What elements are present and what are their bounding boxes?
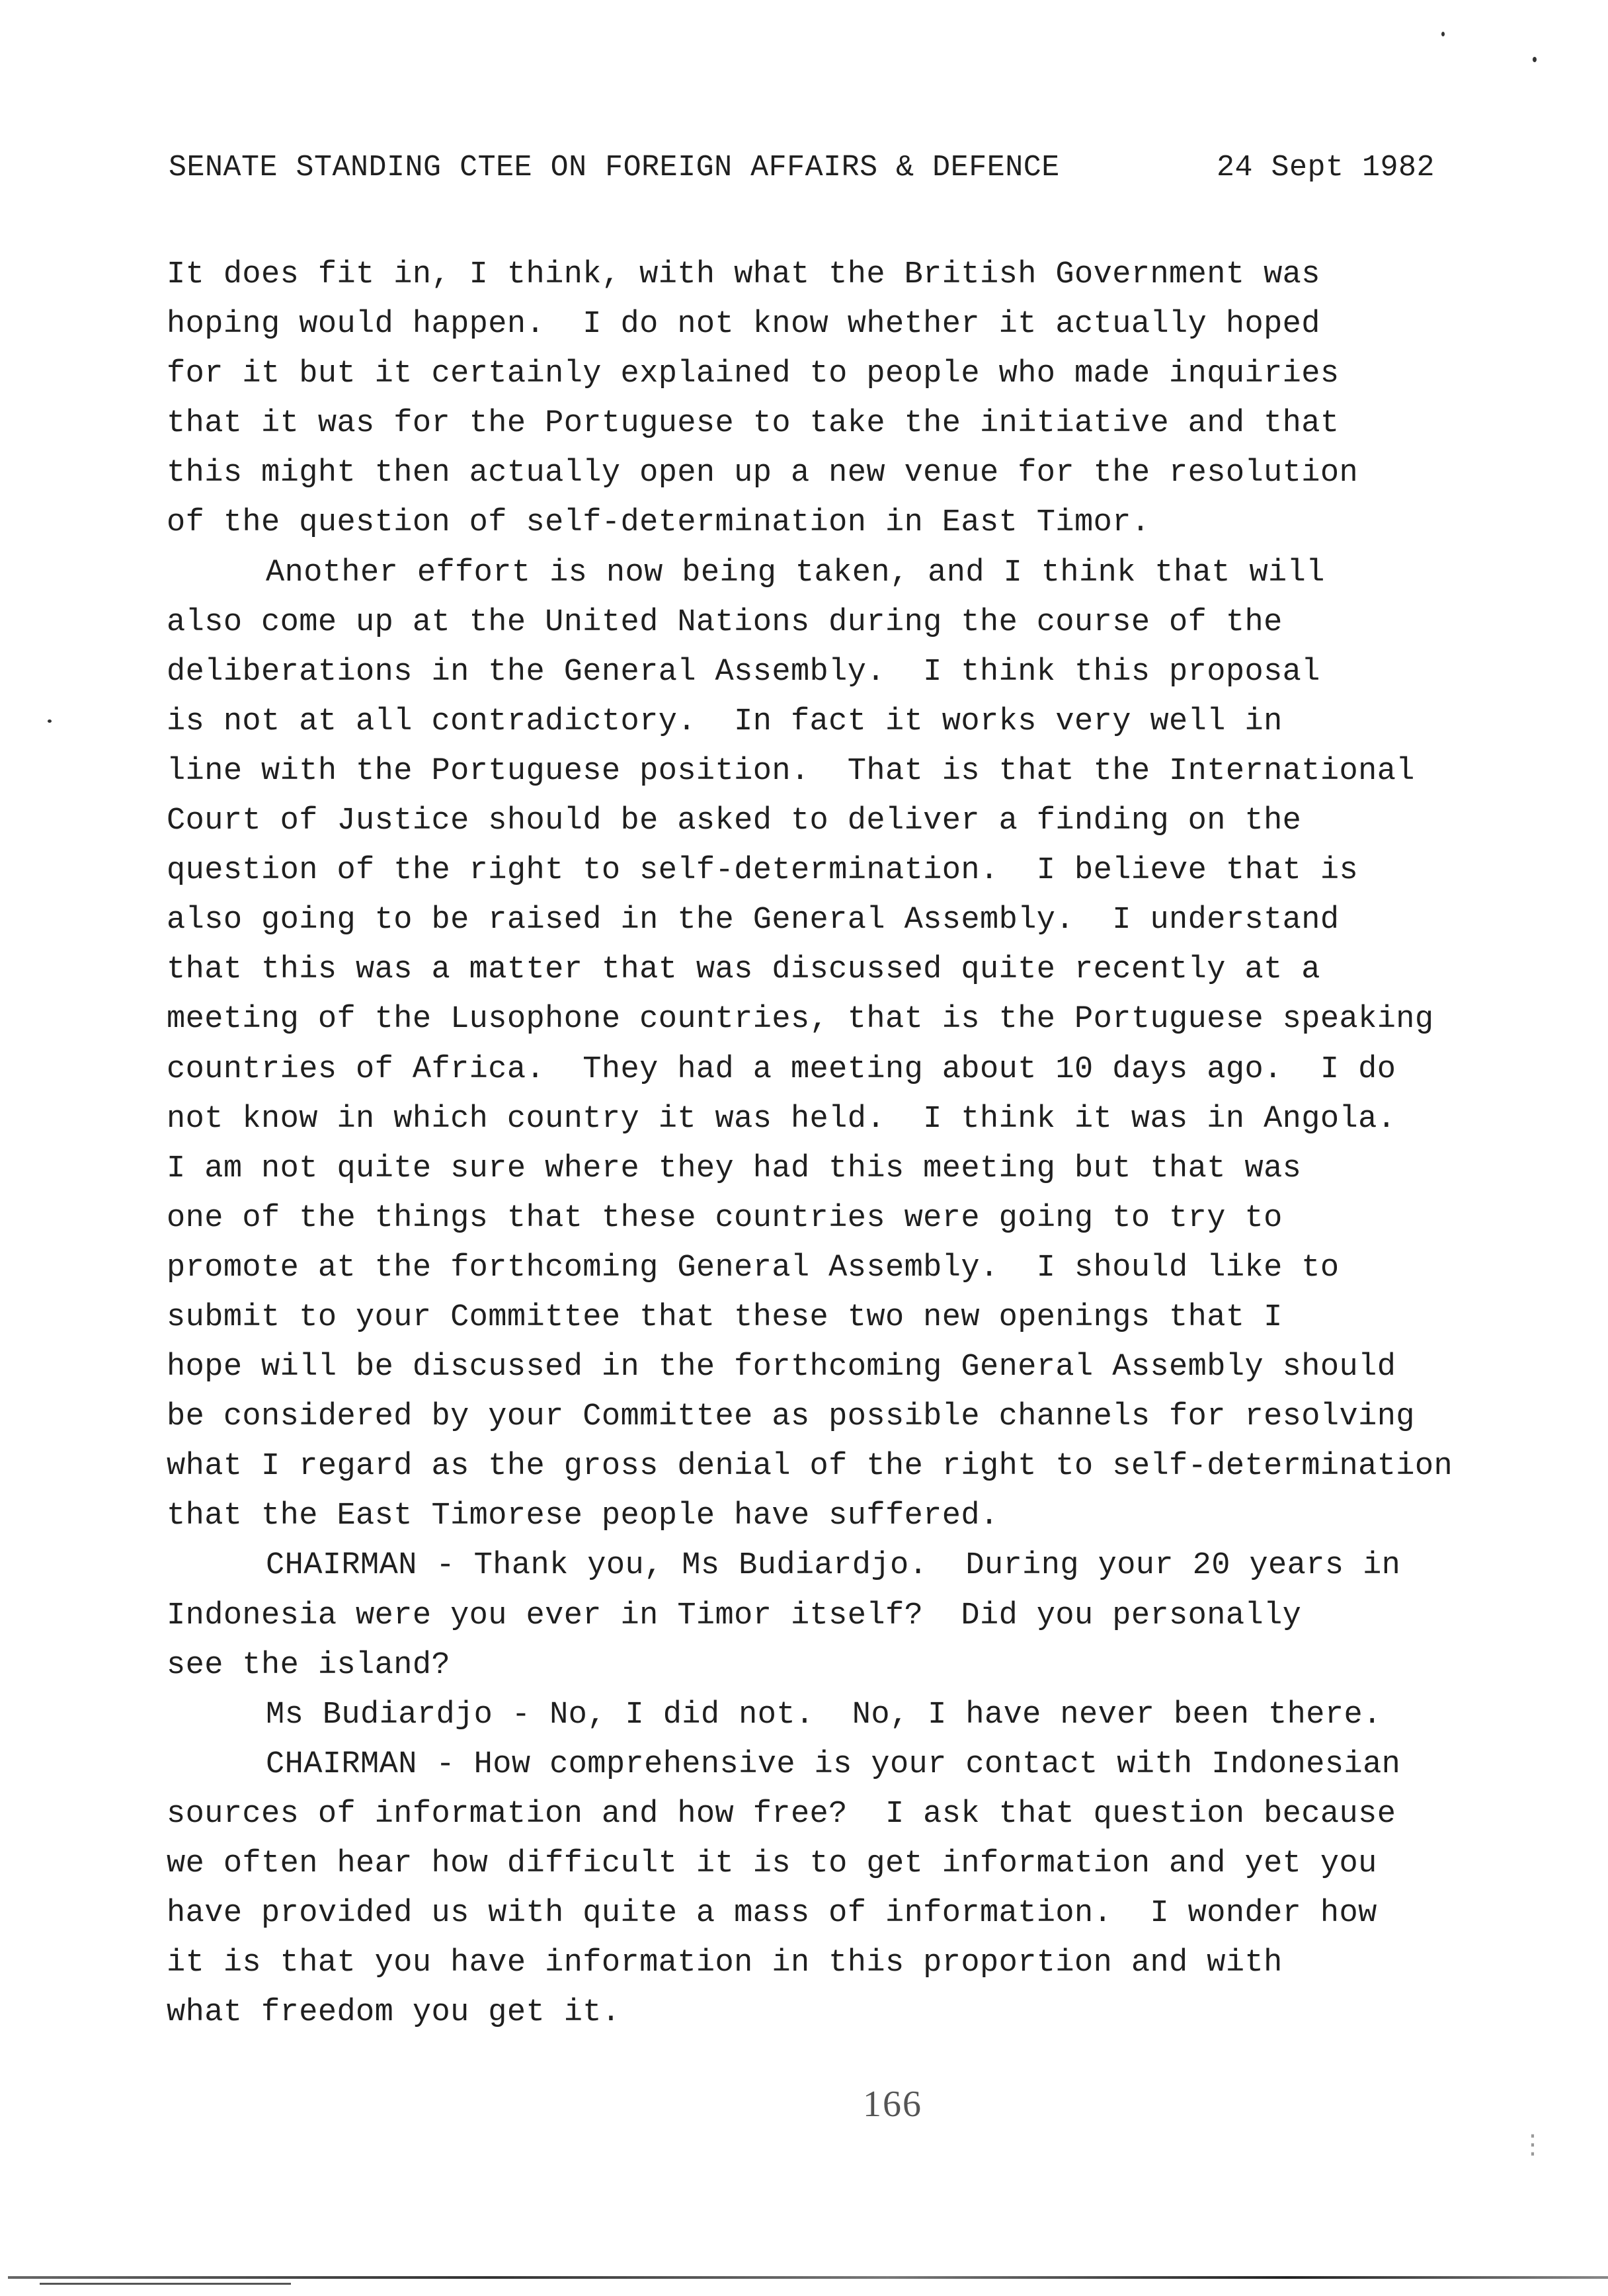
scan-bottom-edge-fragment	[40, 2283, 291, 2285]
text-line: meeting of the Lusophone countries, that is the Portuguese speaking	[167, 1002, 1434, 1038]
text-line: promote at the forthcoming General Assembly. I should like to	[167, 1250, 1340, 1286]
text-line: what I regard as the gross denial of the right to self-determination	[167, 1449, 1453, 1485]
text-line: one of the things that these countries were going to try to	[167, 1200, 1283, 1236]
text-line: sources of information and how free? I ask that question because	[167, 1796, 1396, 1832]
scan-speck	[48, 719, 52, 723]
text-line: deliberations in the General Assembly. I think this proposal	[167, 654, 1320, 690]
text-line: be considered by your Committee as possible channels for resolving	[167, 1399, 1415, 1435]
page-number: 166	[863, 2084, 922, 2125]
text-line: submit to your Committee that these two new openings that I	[167, 1299, 1283, 1335]
text-line: also come up at the United Nations during the course of the	[167, 604, 1283, 640]
transcript-body	[167, 250, 1522, 2037]
text-line: Court of Justice should be asked to deliver a finding on the	[167, 803, 1302, 839]
text-line: countries of Africa. They had a meeting about 10 days ago. I do	[167, 1051, 1396, 1087]
text-line: have provided us with quite a mass of information. I wonder how	[167, 1896, 1377, 1932]
scan-bottom-edge	[8, 2276, 1608, 2279]
text-line: what freedom you get it.	[167, 1995, 621, 2031]
scan-speck	[1533, 57, 1537, 62]
speaker-line: Ms Budiardjo - No, I did not. No, I have never been there.	[266, 1697, 1382, 1733]
speaker-line: CHAIRMAN - Thank you, Ms Budiardjo. During your 20 years in	[266, 1548, 1401, 1584]
text-line: Another effort is now being taken, and I think that will	[266, 555, 1325, 591]
scan-speck	[1441, 32, 1445, 36]
text-line: this might then actually open up a new venue for the resolution	[167, 456, 1359, 491]
header-date: 24 Sept 1982	[1217, 151, 1435, 184]
text-line: that the East Timorese people have suffered.	[167, 1498, 999, 1534]
text-line: of the question of self-determination in East Timor.	[167, 505, 1150, 541]
text-line: is not at all contradictory. In fact it works very well in	[167, 704, 1283, 739]
text-line: for it but it certainly explained to people who made inquiries	[167, 356, 1340, 392]
text-line: see the island?	[167, 1647, 451, 1683]
text-line: hope will be discussed in the forthcoming General Assembly should	[167, 1350, 1396, 1385]
text-line: line with the Portuguese position. That is that the International	[167, 753, 1415, 789]
text-line: also going to be raised in the General Assembly. I understand	[167, 903, 1340, 938]
text-line: hoping would happen. I do not know whether it actually hoped	[167, 307, 1320, 343]
text-line: Indonesia were you ever in Timor itself? Did you personally	[167, 1598, 1302, 1633]
text-line: question of the right to self-determination. I believe that is	[167, 853, 1359, 889]
speaker-line: CHAIRMAN - How comprehensive is your contact with Indonesian	[266, 1746, 1401, 1782]
text-line: we often hear how difficult it is to get information and yet you	[167, 1846, 1377, 1881]
text-line: I am not quite sure where they had this meeting but that was	[167, 1151, 1302, 1186]
text-line: It does fit in, I think, with what the British Government was	[167, 257, 1320, 292]
text-line: it is that you have information in this proportion and with	[167, 1946, 1283, 1981]
text-line: that it was for the Portuguese to take the initiative and that	[167, 406, 1340, 442]
text-line: not know in which country it was held. I think it was in Angola.	[167, 1101, 1396, 1137]
text-line: that this was a matter that was discussed quite recently at a	[167, 952, 1320, 988]
page-header	[169, 151, 1458, 184]
scan-edge-mark: ⋮	[1519, 2129, 1546, 2160]
header-committee: SENATE STANDING CTEE ON FOREIGN AFFAIRS & DEFENCE	[169, 151, 1060, 184]
